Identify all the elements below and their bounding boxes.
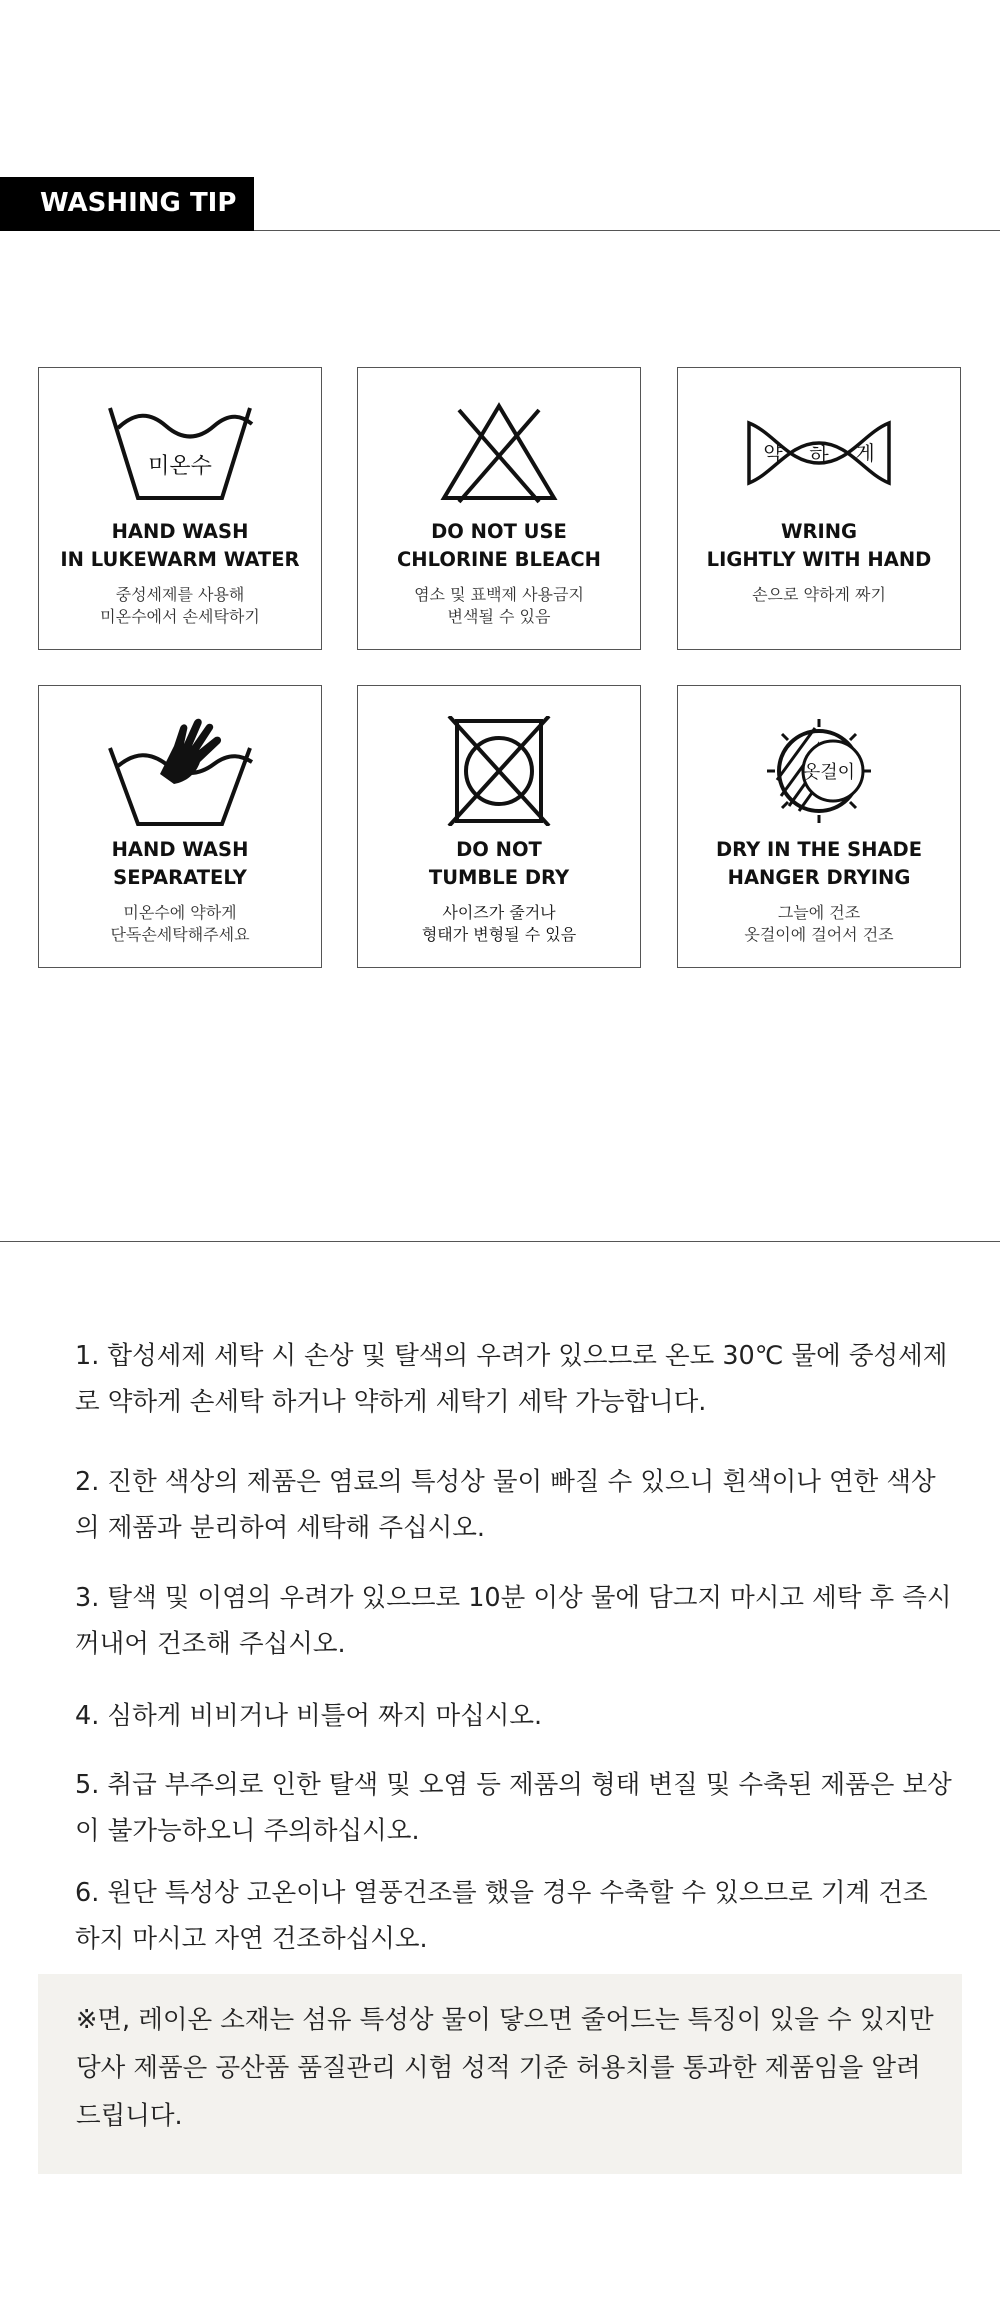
footnote-box [38,1974,962,2174]
care-title-line: DO NOT USE [431,520,567,543]
icon-label: 약 [763,441,783,465]
care-title-line: HAND WASH [111,520,249,543]
no-tumble-dry-icon [358,716,640,826]
care-title-line: CHLORINE BLEACH [397,548,601,571]
notice-line: 3. 탈색 및 이염의 우려가 있으므로 10분 이상 물에 담그지 마시고 세탁 후 즉시 [75,1583,952,1613]
care-item-wring-lightly [677,367,961,650]
care-desc-line: 미온수에 약하게 [123,903,237,922]
dry-in-shade-hanger-icon [678,716,960,826]
icon-label: 하 [809,443,829,467]
notice-line: 4. 심하게 비비거나 비틀어 짜지 마십시오. [75,1701,543,1731]
footnote-line: 당사 제품은 공산품 품질관리 시험 성적 기준 허용치를 통과한 제품임을 알려 [76,2053,921,2083]
notice-line: 5. 취급 부주의로 인한 탈색 및 오염 등 제품의 형태 변질 및 수축된 제품은 보상 [75,1770,952,1800]
care-item-hand-wash-separately [38,685,322,968]
notice-item [75,1870,945,1962]
care-title-line: HAND WASH [111,838,249,861]
notice-item [75,1575,952,1667]
care-description [358,902,640,946]
icon-label: 미온수 [148,454,212,479]
care-desc-line: 미온수에서 손세탁하기 [100,607,260,626]
care-title [358,836,640,892]
section-title: WASHING TIP [40,188,237,218]
notice-line: 꺼내어 건조해 주십시오. [75,1629,346,1659]
care-description [678,584,960,606]
hand-wash-lukewarm-icon [39,398,321,508]
care-title-line: LIGHTLY WITH HAND [706,548,932,571]
care-title-line: DRY IN THE SHADE [715,838,923,861]
footnote-line: ※면, 레이온 소재는 섬유 특성상 물이 닿으면 줄어드는 특징이 있을 수 있지만 [76,2005,934,2035]
notice-item [75,1333,948,1425]
care-description [39,584,321,628]
notice-item [75,1693,945,1739]
care-desc-line: 단독손세탁해주세요 [110,925,250,944]
care-desc-line: 염소 및 표백제 사용금지 [414,585,584,604]
care-item-no-tumble-dry [357,685,641,968]
care-title-line: IN LUKEWARM WATER [60,548,300,571]
care-item-hand-wash-lukewarm [38,367,322,650]
care-item-dry-in-shade [677,685,961,968]
care-item-no-chlorine-bleach [357,367,641,650]
notice-item [75,1762,952,1854]
footnote-line: 드립니다. [76,2101,183,2131]
no-chlorine-bleach-icon [358,398,640,508]
care-description [678,902,960,946]
care-desc-line: 변색될 수 있음 [447,607,551,626]
care-description [39,902,321,946]
notice-line: 6. 원단 특성상 고온이나 열풍건조를 했을 경우 수축할 수 있으므로 기계 건조 [75,1878,928,1908]
care-desc-line: 옷걸이에 걸어서 건조 [744,925,894,944]
header-divider [254,230,1000,231]
care-title [39,518,321,574]
care-title-line: TUMBLE DRY [428,866,570,889]
care-description [358,584,640,628]
section-divider [0,1241,1000,1242]
hand-wash-separately-icon [39,716,321,826]
notice-line: 의 제품과 분리하여 세탁해 주십시오. [75,1513,486,1543]
footnote-text [76,1996,934,2140]
care-desc-line: 사이즈가 줄거나 [442,903,556,922]
care-desc-line: 손으로 약하게 짜기 [752,585,886,604]
notice-line: 이 불가능하오니 주의하십시오. [75,1816,420,1846]
care-title [678,836,960,892]
care-desc-line: 형태가 변형될 수 있음 [421,925,577,944]
care-title [358,518,640,574]
care-title-line: WRING [780,520,858,543]
care-desc-line: 중성세제를 사용해 [115,585,245,604]
notice-line: 하지 마시고 자연 건조하십시오. [75,1924,428,1954]
care-title [39,836,321,892]
care-title [678,518,960,574]
care-title-line: SEPARATELY [113,866,247,889]
icon-label: 옷걸이 [802,762,856,783]
notice-item [75,1459,945,1551]
wring-gently-icon [678,398,960,508]
care-desc-line: 그늘에 건조 [777,903,861,922]
icon-label: 게 [855,441,875,465]
notice-line: 1. 합성세제 세탁 시 손상 및 탈색의 우려가 있으므로 온도 30℃ 물에 중성세제 [75,1341,948,1371]
notice-line: 로 약하게 손세탁 하거나 약하게 세탁기 세탁 가능합니다. [75,1387,707,1417]
notice-line: 2. 진한 색상의 제품은 염료의 특성상 물이 빠질 수 있으니 흰색이나 연한 색상 [75,1467,936,1497]
care-title-line: HANGER DRYING [727,866,911,889]
care-title-line: DO NOT [456,838,542,861]
